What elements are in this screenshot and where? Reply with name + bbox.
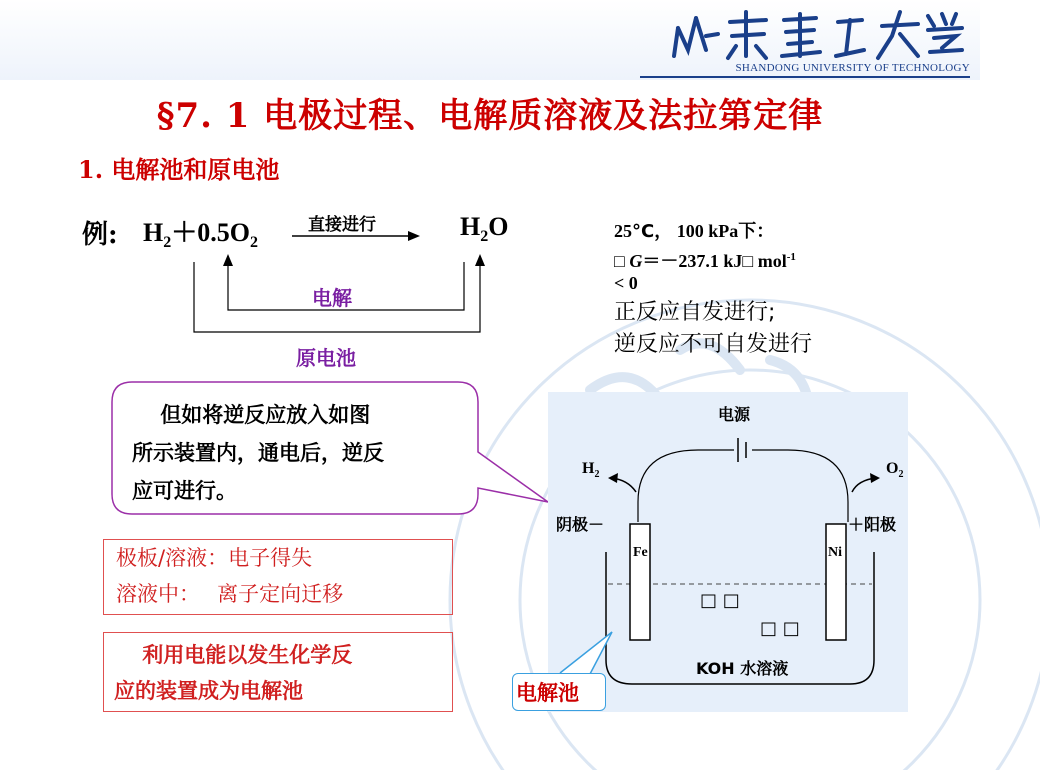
- h2-symbol: H: [582, 460, 595, 477]
- definition-line-1: 利用电能以发生化学反: [114, 643, 353, 667]
- callout-line-1: 但如将逆反应放入如图: [132, 403, 371, 427]
- gibbs-value: ＝－237.1 kJ□ mol: [642, 251, 787, 271]
- product-h: H: [460, 212, 481, 241]
- callout-line-3: 应可进行。: [132, 479, 237, 503]
- product-subscript: 2: [480, 228, 489, 246]
- galvanic-cell-label: 原电池: [296, 346, 356, 370]
- process-note-line-1: 极板/溶液：电子得失: [116, 546, 313, 570]
- o2-subscript: 2: [898, 469, 904, 481]
- slide-title: §7. 1 电极过程、电解质溶液及法拉第定律: [156, 96, 824, 136]
- section-heading: 1. 电解池和原电池: [78, 155, 280, 184]
- temperature-value: 25: [614, 221, 632, 241]
- ni-electrode-label: Ni: [828, 545, 842, 560]
- pressure-suffix: 下：: [738, 221, 775, 242]
- oxygen-subscript: 2: [249, 234, 258, 252]
- electrolytic-cell-label: 电解池: [516, 681, 579, 705]
- callout-line-2: 所示装置内，通电后，逆反: [132, 441, 384, 465]
- product-o: O: [488, 212, 509, 241]
- unit-exponent: -1: [786, 251, 796, 263]
- h2-subscript: 2: [594, 469, 600, 481]
- delta-symbol: □: [614, 251, 625, 271]
- process-note-line-2: 溶液中： 离子定向迁移: [116, 582, 344, 606]
- anode-label: ＋阳极: [848, 515, 897, 534]
- forward-arrow-label: 直接进行: [308, 215, 376, 235]
- pressure-value: ， 100 kPa: [654, 221, 739, 241]
- oxygen-term: ＋0.5O: [171, 218, 250, 247]
- conditions-line-4: 正反应自发进行;: [614, 300, 776, 325]
- conditions-line-5: 逆反应不可自发进行: [614, 332, 813, 357]
- fe-electrode-label: Fe: [633, 545, 648, 560]
- university-name-english: SHANDONG UNIVERSITY OF TECHNOLOGY: [735, 62, 970, 74]
- gibbs-symbol: G: [629, 251, 643, 271]
- hydrogen-subscript: 2: [163, 234, 172, 252]
- o2-symbol: O: [886, 460, 899, 477]
- hydrogen-symbol: H: [143, 218, 164, 247]
- degree-unit: °C: [632, 221, 655, 242]
- conditions-line-3: < 0: [614, 273, 638, 293]
- definition-line-2: 应的装置成为电解池: [114, 679, 303, 703]
- ion-symbols-bottom: □ □: [760, 618, 800, 639]
- electrolysis-label: 电解: [312, 286, 352, 310]
- solution-label: KOH 水溶液: [696, 659, 789, 678]
- ion-symbols-top: □ □: [700, 590, 740, 611]
- cathode-label: 阴极－: [556, 515, 605, 534]
- example-label: 例:: [82, 220, 118, 250]
- power-source-label: 电源: [718, 405, 751, 424]
